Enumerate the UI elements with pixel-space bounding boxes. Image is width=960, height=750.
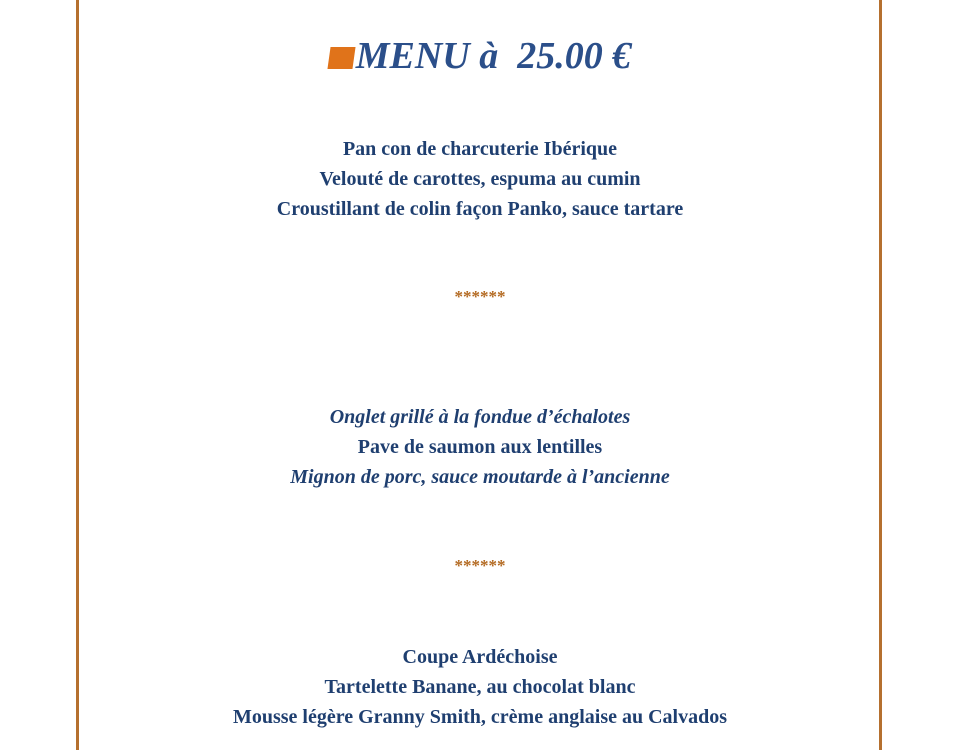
dessert-item: Coupe Ardéchoise bbox=[402, 646, 558, 668]
main-course-item: Pave de saumon aux lentilles bbox=[357, 436, 603, 458]
page-border-frame bbox=[76, 0, 882, 750]
main-course-item: Onglet grillé à la fondue d’échalotes bbox=[329, 406, 631, 428]
dessert-item: Tartelette Banane, au chocolat blanc bbox=[324, 676, 636, 698]
orange-square-bullet-icon bbox=[327, 47, 355, 69]
starter-item: Croustillant de colin façon Panko, sauce tartare bbox=[276, 198, 684, 220]
main-course-item: Mignon de porc, sauce moutarde à l’ancienne bbox=[290, 466, 670, 488]
menu-title-text: MENU à 25.00 € bbox=[355, 35, 632, 77]
section-separator: ****** bbox=[454, 287, 506, 306]
section-separator: ****** bbox=[454, 556, 506, 575]
starter-item: Velouté de carottes, espuma au cumin bbox=[319, 168, 641, 190]
dessert-item: Mousse légère Granny Smith, crème anglaise au Calvados bbox=[232, 706, 728, 728]
menu-title bbox=[0, 33, 960, 79]
starter-item: Pan con de charcuterie Ibérique bbox=[342, 138, 618, 160]
